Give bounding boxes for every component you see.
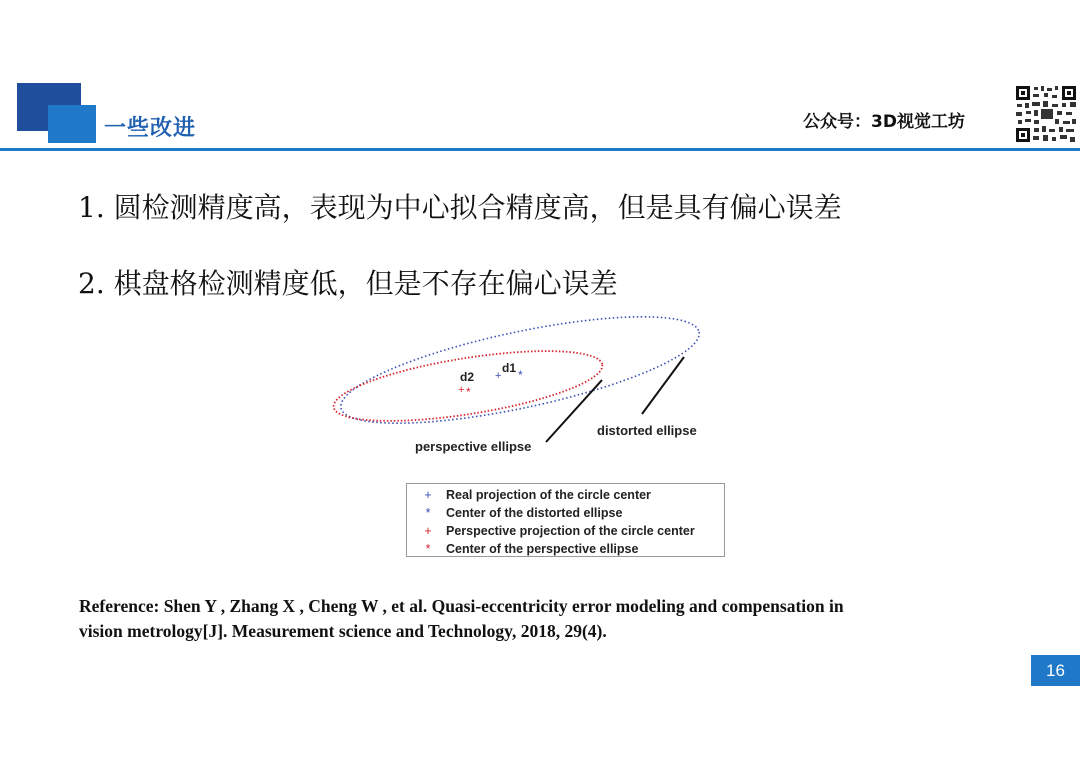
legend-label: Center of the perspective ellipse: [446, 542, 639, 556]
point-2: 2. 棋盘格检测精度低，但是不存在偏心误差: [78, 267, 618, 300]
legend-label: Real projection of the circle center: [446, 488, 651, 502]
label-d2: d2: [460, 370, 475, 384]
page-number: 16: [1031, 655, 1080, 686]
brand-label: 公众号：3D视觉工坊: [803, 112, 965, 132]
label-distorted-ellipse: distorted ellipse: [597, 423, 697, 438]
legend-label: Perspective projection of the circle center: [446, 524, 695, 538]
legend-symbol: *: [425, 542, 431, 556]
point-1: 1. 圆检测精度高，表现为中心拟合精度高，但是具有偏心误差: [78, 191, 842, 224]
header-block-light: [48, 105, 96, 143]
d2-center-marker: *: [466, 385, 471, 399]
perspective-pointer: [546, 380, 602, 442]
legend-label: Center of the distorted ellipse: [446, 506, 623, 520]
label-d1: d1: [502, 361, 517, 375]
distorted-pointer: [642, 357, 684, 414]
legend-symbol: +: [424, 488, 432, 502]
slide-title: 一些改进: [104, 116, 197, 141]
ellipse-figure: [320, 312, 740, 462]
d1-marker: +: [495, 370, 502, 382]
reference-citation: [79, 594, 979, 644]
legend-symbol: +: [424, 524, 432, 538]
d2-marker: +: [458, 384, 465, 396]
d1-center-marker: *: [518, 368, 523, 382]
header-divider: [0, 148, 1080, 151]
qr-code-icon: [1014, 84, 1078, 144]
reference-line-2: vision metrology[J]. Measurement science and Technology, 2018, 29(4).: [79, 621, 607, 641]
reference-line-1: Reference: Shen Y , Zhang X , Cheng W , et al. Quasi-eccentricity error modeling and compensation in: [79, 596, 844, 616]
figure-legend: [406, 483, 725, 557]
legend-symbol: *: [425, 506, 431, 520]
label-perspective-ellipse: perspective ellipse: [415, 439, 532, 454]
